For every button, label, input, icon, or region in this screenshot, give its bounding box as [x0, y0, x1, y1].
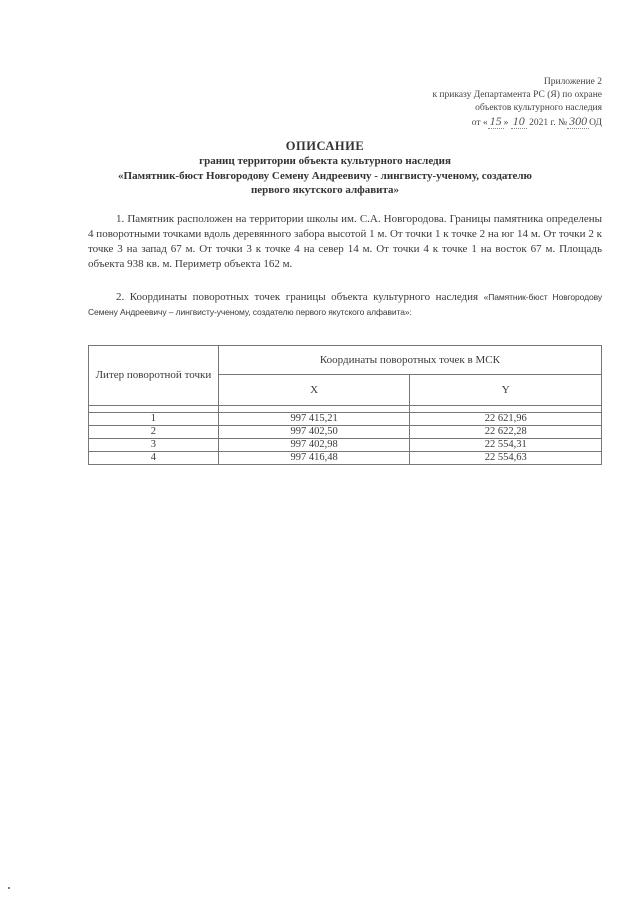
table-gap-row — [89, 406, 602, 413]
point-x: 997 416,48 — [218, 452, 410, 465]
appendix-date-line — [352, 115, 602, 130]
appendix-order-ref: к приказу Департамента РС (Я) по охране — [432, 90, 602, 100]
title-line-2: границ территории объекта культурного наследия — [199, 155, 451, 167]
table-row — [89, 413, 602, 426]
date-year: 2021 г. № — [529, 118, 568, 128]
paragraph-2 — [88, 290, 602, 320]
point-y: 22 622,28 — [410, 426, 602, 439]
point-number: 2 — [89, 426, 219, 439]
header-point-label: Литер поворотной точки — [89, 346, 219, 406]
paragraph-2-text: 2. Координаты поворотных точек границы объекта культурного наследия — [116, 291, 479, 303]
table-row — [89, 426, 602, 439]
title-line-4: первого якутского алфавита» — [250, 184, 400, 196]
table-row — [89, 439, 602, 452]
table-row — [89, 452, 602, 465]
paragraph-2-object-name: «Памятник-бюст Новгородову Семену Андреевичу – лингвисту-ученому, создателю первого якутского алфавита»: — [88, 292, 602, 317]
appendix-title: Приложение 2 — [543, 77, 602, 87]
order-number: 300 — [569, 114, 588, 128]
point-x: 997 415,21 — [218, 413, 410, 426]
point-y: 22 554,31 — [410, 439, 602, 452]
appendix-department: объектов культурного наследия — [475, 103, 602, 113]
paragraph-1-text: 1. Памятник расположен на территории школы им. С.А. Новгородова. Границы памятника определены 4 поворотными точками вдоль деревянного забора высотой 1 м. От точки 1 к точке 2 на юг 14 м. От точки 2 к точке 3 на запад 67 м. От точки 3 к точке 4 на север 14 м. От точки 4 к точке 1 на восток 67 м. Площадь объекта 938 кв. м. Периметр объекта 162 м. — [88, 213, 602, 270]
title-line-3: «Памятник-бюст Новгородову Семену Андреевичу - лингвисту-ученому, создателю — [118, 169, 532, 182]
point-number: 3 — [89, 439, 219, 452]
table-header-row — [89, 346, 602, 375]
appendix-header — [352, 76, 602, 130]
date-mid: » — [503, 118, 509, 128]
document-title: ОПИСАНИЕ — [285, 139, 365, 153]
header-coordinates: Координаты поворотных точек в МСК — [218, 346, 601, 375]
header-y: Y — [410, 375, 602, 406]
date-month: 10 — [512, 114, 525, 128]
point-y: 22 554,63 — [410, 452, 602, 465]
date-day: 15 — [489, 114, 502, 128]
point-y: 22 621,96 — [410, 413, 602, 426]
point-x: 997 402,50 — [218, 426, 410, 439]
header-x: X — [218, 375, 410, 406]
date-prefix: от « — [471, 118, 488, 128]
order-suffix: ОД — [589, 118, 602, 128]
point-number: 4 — [89, 452, 219, 465]
title-block — [60, 138, 590, 198]
point-x: 997 402,98 — [218, 439, 410, 452]
coordinates-table — [88, 345, 602, 465]
point-number: 1 — [89, 413, 219, 426]
paragraph-1 — [88, 212, 602, 272]
scan-speck — [8, 887, 10, 889]
